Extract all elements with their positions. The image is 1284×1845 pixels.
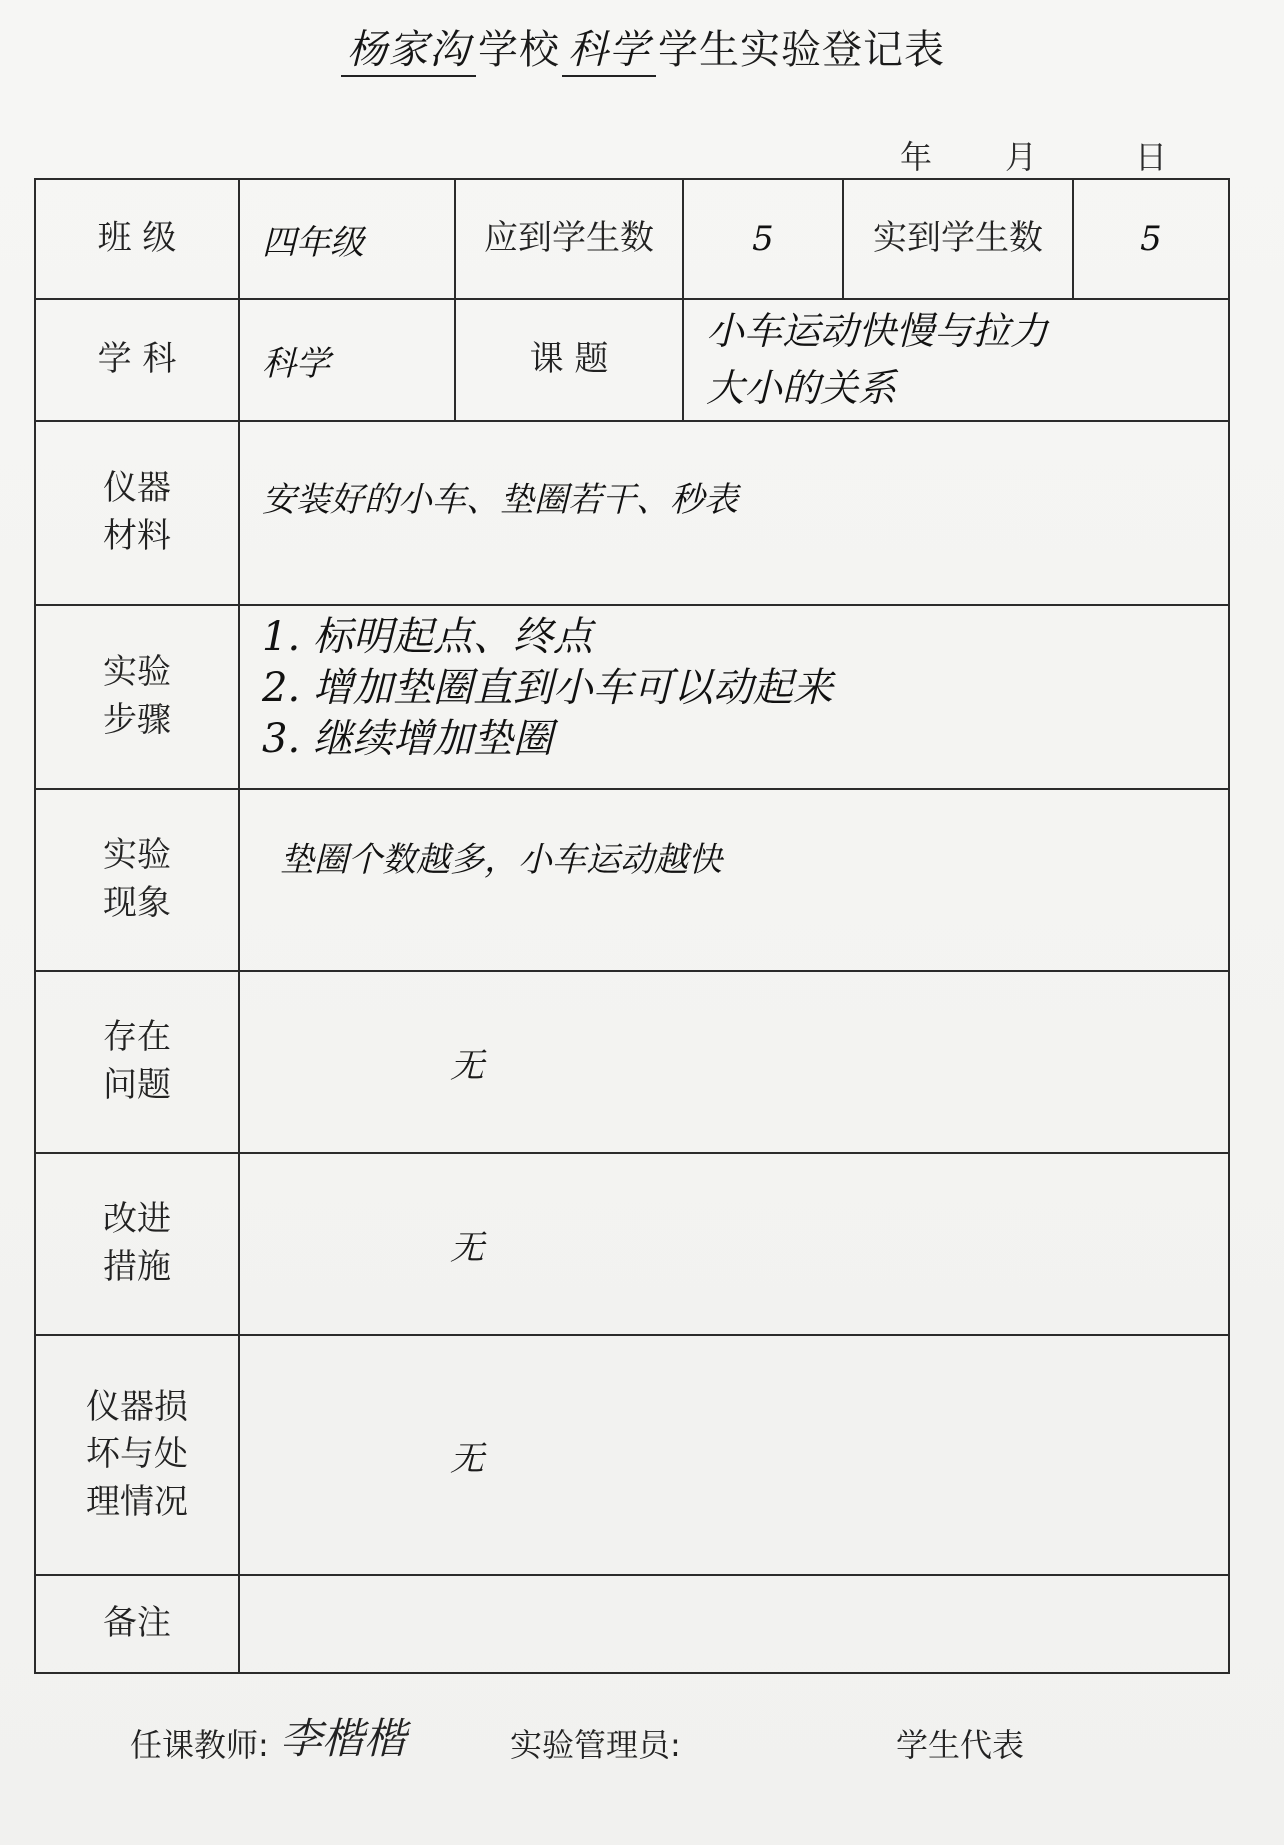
expected-value: 5 xyxy=(683,179,843,299)
school-name: 杨家沟 xyxy=(341,18,476,77)
remarks-label: 备注 xyxy=(35,1575,239,1673)
school-suffix: 学校 xyxy=(478,27,560,73)
row-steps xyxy=(35,605,1229,789)
experiment-form-table xyxy=(34,178,1230,1674)
title-rest: 学生实验登记表 xyxy=(658,27,945,73)
equipment-label: 仪器 材料 xyxy=(35,421,239,605)
problems-value: 无 xyxy=(239,971,1229,1153)
class-label: 班 级 xyxy=(35,179,239,299)
step-item: 1. 标明起点、终点 xyxy=(262,614,593,660)
equipment-value: 安装好的小车、垫圈若干、秒表 xyxy=(239,421,1229,605)
date-day: 日 xyxy=(1135,138,1168,176)
damage-label: 仪器损 坏与处 理情况 xyxy=(35,1335,239,1575)
row-subject xyxy=(35,299,1229,421)
steps-label: 实验 步骤 xyxy=(35,605,239,789)
phenomenon-value: 垫圈个数越多，小车运动越快 xyxy=(239,789,1229,971)
topic-value xyxy=(683,299,1229,421)
admin-label: 实验管理员: xyxy=(510,1726,681,1764)
class-value: 四年级 xyxy=(239,179,455,299)
improve-label: 改进 措施 xyxy=(35,1153,239,1335)
row-phenomenon xyxy=(35,789,1229,971)
step-item: 2. 增加垫圈直到小车可以动起来 xyxy=(262,665,833,712)
subject-label: 学 科 xyxy=(35,299,239,421)
topic-label: 课 题 xyxy=(455,299,683,421)
subject-name: 科学 xyxy=(562,18,656,77)
row-class xyxy=(35,179,1229,299)
row-problems xyxy=(35,971,1229,1153)
teacher-signature: 李楷楷 xyxy=(280,1714,407,1763)
problems-label: 存在 问题 xyxy=(35,971,239,1153)
actual-value: 5 xyxy=(1073,179,1229,299)
damage-value: 无 xyxy=(239,1335,1229,1575)
date-year: 年 xyxy=(900,138,933,176)
step-item: 3. 继续增加垫圈 xyxy=(262,716,553,763)
phenomenon-label: 实验 现象 xyxy=(35,789,239,971)
steps-value xyxy=(239,605,1229,789)
student-rep-label: 学生代表 xyxy=(896,1726,1025,1764)
remarks-value xyxy=(239,1575,1229,1673)
subject-value: 科学 xyxy=(239,299,455,421)
expected-label: 应到学生数 xyxy=(455,179,683,299)
row-damage xyxy=(35,1335,1229,1575)
teacher-label: 任课教师: xyxy=(130,1726,269,1764)
row-equipment xyxy=(35,421,1229,605)
improve-value: 无 xyxy=(239,1153,1229,1335)
row-improve xyxy=(35,1153,1229,1335)
date-month: 月 xyxy=(1005,138,1038,176)
row-remarks xyxy=(35,1575,1229,1673)
topic-line-2: 大小的关系 xyxy=(706,366,897,410)
page-title xyxy=(0,18,1284,77)
actual-label: 实到学生数 xyxy=(843,179,1073,299)
topic-line-1: 小车运动快慢与拉力 xyxy=(706,309,1049,353)
